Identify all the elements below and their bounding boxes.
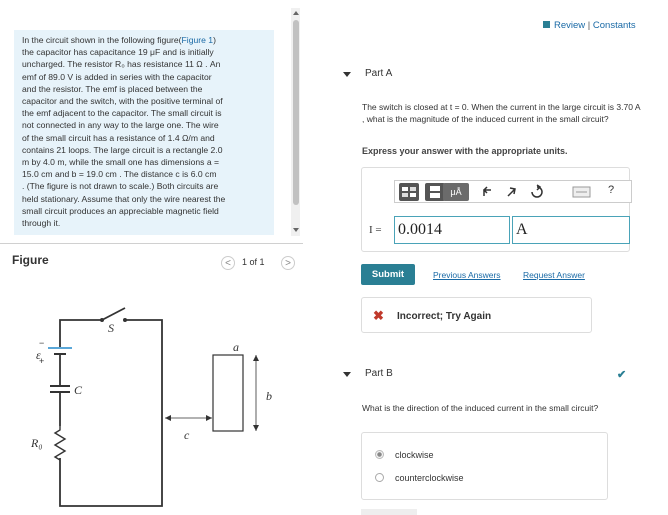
part-a-instruction: Express your answer with the appropriate units. [362, 146, 568, 156]
part-b-title[interactable]: Part B [365, 368, 393, 379]
reset-icon[interactable] [532, 185, 542, 197]
figure-pager: 1 of 1 [242, 257, 265, 267]
switch-label: S [108, 321, 114, 335]
wire [60, 320, 102, 348]
collapse-part-a-icon[interactable] [343, 72, 351, 77]
wire [60, 320, 162, 506]
figure-link[interactable]: Figure 1 [181, 35, 214, 45]
switch-contact [123, 318, 127, 322]
resistor-label: R₀ [31, 436, 43, 450]
help-button[interactable]: ? [608, 184, 615, 196]
separator: | [587, 20, 591, 31]
review-icon [543, 21, 550, 28]
prev-figure-button[interactable]: < [221, 256, 235, 270]
small-circuit [213, 355, 243, 431]
problem-text-line: through it. [22, 218, 61, 229]
part-a-question: The switch is closed at t = 0. When the current in the large circuit is 3.70 A , what is the magnitude of the induced current in the small circuit? [362, 102, 641, 124]
problem-text-line: ) [213, 35, 216, 45]
capacitor-label: C [74, 383, 83, 397]
radio-clockwise[interactable] [375, 450, 384, 459]
problem-text-line: . (The figure is not drawn to scale.) Both circuits are [22, 181, 219, 192]
fraction-button[interactable] [425, 183, 445, 201]
scroll-down-icon[interactable] [293, 228, 299, 232]
units-button[interactable]: μÅ [443, 183, 469, 201]
c-label: c [184, 428, 190, 442]
minus-label: − [39, 338, 45, 348]
previous-answers-link[interactable]: Previous Answers [433, 270, 501, 280]
submit-button[interactable]: Submit [361, 264, 415, 285]
problem-text-line: held stationary. Assume that only the wire nearest the [22, 193, 226, 204]
feedback-message: Incorrect; Try Again [397, 311, 492, 322]
choices-panel [361, 432, 608, 500]
problem-text-line: m by 4.0 m, while the small one has dimensions a = [22, 157, 220, 168]
toolbar-icons [478, 184, 608, 200]
divider [0, 243, 303, 244]
constants-link[interactable]: Constants [592, 20, 636, 31]
redo-icon[interactable] [508, 188, 515, 196]
partial-button[interactable] [361, 509, 417, 515]
scrollbar-thumb[interactable] [293, 20, 299, 205]
problem-text-line: In the circuit shown in the following figure( [22, 35, 182, 45]
a-label: a [233, 340, 239, 354]
problem-text-line: not connected in any way to the large one. The wire [22, 120, 219, 131]
problem-text-line: 15.0 cm and b = 19.0 cm . The distance c is 6.0 cm [22, 169, 217, 180]
radio-counterclockwise[interactable] [375, 473, 384, 482]
figure-title: Figure [12, 253, 49, 267]
collapse-part-b-icon[interactable] [343, 372, 351, 377]
arrow-right-icon [206, 415, 212, 421]
arrow-left-icon [165, 415, 171, 421]
variable-label: I = [369, 224, 382, 236]
emf-battery [48, 348, 72, 354]
incorrect-icon: ✖ [373, 308, 384, 323]
option-label[interactable]: counterclockwise [395, 473, 464, 483]
arrow-down-icon [253, 425, 259, 431]
problem-text-line: small circuit produces an appreciable magnetic field [22, 205, 219, 216]
unit-input[interactable]: A [512, 216, 630, 244]
next-figure-button[interactable]: > [281, 256, 295, 270]
review-constants-bar [543, 20, 636, 31]
problem-text-line: and the resistor. The emf is placed between the [22, 83, 203, 94]
problem-text-line: emf of 89.0 V is added in series with the capacitor [22, 71, 212, 82]
problem-text-line: contains 21 loops. The large circuit is a rectangle 2.0 [22, 144, 223, 155]
problem-text-line: the emf adjacent to the capacitor. The small circuit is [22, 108, 222, 119]
plus-label: + [39, 356, 45, 366]
problem-text-line: the capacitor has capacitance 19 μF and is initially [22, 47, 214, 58]
part-b-question: What is the direction of the induced current in the small circuit? [362, 403, 599, 413]
option-label[interactable]: clockwise [395, 450, 434, 460]
review-link[interactable]: Review [554, 20, 586, 31]
switch-pivot [100, 318, 104, 322]
capacitor [50, 386, 70, 392]
b-label: b [266, 389, 272, 403]
problem-text-line: uncharged. The resistor R₀ has resistance 11 Ω . An [22, 59, 221, 70]
request-answer-link[interactable]: Request Answer [523, 270, 585, 280]
circuit-figure [0, 270, 300, 515]
template-button[interactable] [399, 183, 419, 201]
undo-icon[interactable] [484, 187, 491, 196]
resistor [55, 426, 65, 460]
scroll-up-icon[interactable] [293, 11, 299, 15]
problem-statement [14, 30, 274, 235]
problem-text-line: capacitor and the switch, with the positive terminal of [22, 96, 223, 107]
problem-text-line: of the small circuit has a resistance of 1.4 Ω/m and [22, 132, 215, 143]
switch-blade [102, 308, 125, 320]
correct-check-icon: ✔ [617, 369, 627, 381]
arrow-up-icon [253, 355, 259, 361]
emf-label: ε [36, 348, 41, 362]
part-a-title[interactable]: Part A [365, 68, 393, 79]
value-input[interactable]: 0.0014 [394, 216, 510, 244]
